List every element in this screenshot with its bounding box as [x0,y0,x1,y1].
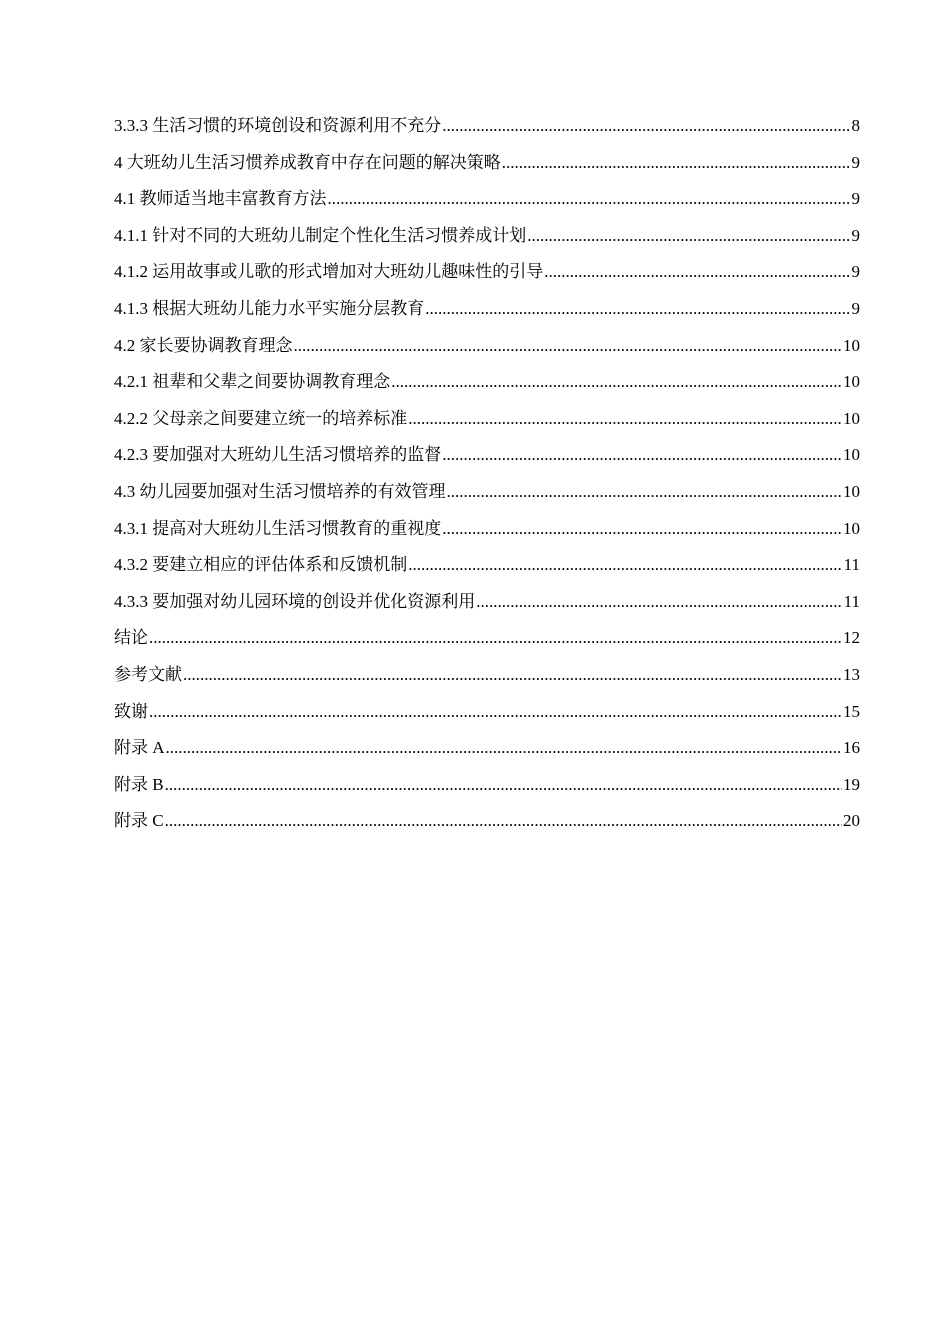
toc-entry-3-3-3 [114,108,860,145]
toc-entry-title: 4.3 幼儿园要加强对生活习惯培养的有效管理 [114,481,446,501]
toc-leader-dots [166,730,842,767]
toc-entry-4-3-3 [114,584,860,621]
toc-entry-page: 20 [843,811,860,831]
toc-entry-page: 9 [851,298,860,318]
table-of-contents [114,108,860,840]
toc-entry-appendix-a [114,730,860,767]
toc-entry-page: 10 [843,335,860,355]
toc-entry-page: 15 [843,701,860,721]
toc-leader-dots [408,401,842,438]
toc-entry-page: 11 [843,555,860,575]
toc-entry-4-2-3 [114,437,860,474]
toc-entry-title: 4.1.2 运用故事或儿歌的形式增加对大班幼儿趣味性的引导 [114,262,544,282]
toc-entry-title: 4.2.2 父母亲之间要建立统一的培养标准 [114,408,408,428]
toc-entry-title: 4.1.1 针对不同的大班幼儿制定个性化生活习惯养成计划 [114,225,527,245]
toc-leader-dots [408,547,842,584]
toc-leader-dots [447,474,843,511]
toc-entry-title: 致谢 [114,701,148,721]
toc-leader-dots [165,803,842,840]
toc-entry-4-1-3 [114,291,860,328]
toc-entry-title: 4.1.3 根据大班幼儿能力水平实施分层教育 [114,298,425,318]
toc-entry-4-2 [114,328,860,365]
toc-entry-4-2-1 [114,364,860,401]
toc-entry-title: 4.2.3 要加强对大班幼儿生活习惯培养的监督 [114,445,442,465]
toc-entry-title: 4 大班幼儿生活习惯养成教育中存在问题的解决策略 [114,152,501,172]
toc-leader-dots [149,620,842,657]
toc-entry-title: 结论 [114,628,148,648]
toc-leader-dots [442,437,842,474]
toc-entry-page: 10 [843,372,860,392]
toc-entry-appendix-c [114,803,860,840]
toc-entry-page: 10 [843,445,860,465]
toc-entry-4-3-2 [114,547,860,584]
toc-entry-references [114,657,860,694]
toc-entry-title: 4.3.1 提高对大班幼儿生活习惯教育的重视度 [114,518,442,538]
toc-entry-page: 10 [843,481,860,501]
toc-entry-title: 3.3.3 生活习惯的环境创设和资源利用不充分 [114,116,442,135]
toc-entry-title: 附录 B [114,774,164,794]
toc-entry-4-1 [114,181,860,218]
toc-entry-title: 附录 A [114,738,165,758]
toc-entry-title: 4.2.1 祖辈和父辈之间要协调教育理念 [114,372,391,392]
toc-entry-conclusion [114,620,860,657]
toc-leader-dots [476,584,842,621]
toc-entry-page: 19 [843,774,860,794]
toc-entry-page: 8 [851,116,860,135]
toc-entry-page: 10 [843,408,860,428]
toc-entry-title: 4.1 教师适当地丰富教育方法 [114,189,327,209]
toc-entry-page: 9 [851,152,860,172]
toc-leader-dots [527,218,850,255]
toc-leader-dots [149,694,842,731]
toc-entry-4-2-2 [114,401,860,438]
toc-entry-4 [114,145,860,182]
toc-entry-appendix-b [114,767,860,804]
toc-leader-dots [294,328,843,365]
toc-leader-dots [328,181,851,218]
toc-entry-title: 参考文献 [114,664,182,684]
toc-entry-title: 附录 C [114,811,164,831]
toc-leader-dots [391,364,842,401]
toc-entry-page: 16 [843,738,860,758]
toc-leader-dots [502,145,851,182]
toc-leader-dots [544,254,850,291]
toc-entry-page: 9 [851,189,860,209]
toc-entry-title: 4.3.3 要加强对幼儿园环境的创设并优化资源利用 [114,591,476,611]
toc-entry-4-3 [114,474,860,511]
toc-entry-title: 4.2 家长要协调教育理念 [114,335,293,355]
toc-leader-dots [442,511,842,548]
toc-entry-page: 9 [851,262,860,282]
toc-leader-dots [425,291,850,328]
toc-entry-4-1-1 [114,218,860,255]
toc-entry-4-1-2 [114,254,860,291]
toc-entry-page: 11 [843,591,860,611]
toc-leader-dots [183,657,842,694]
toc-entry-page: 13 [843,664,860,684]
toc-entry-title: 4.3.2 要建立相应的评估体系和反馈机制 [114,555,408,575]
toc-entry-page: 12 [843,628,860,648]
toc-entry-4-3-1 [114,511,860,548]
toc-leader-dots [165,767,842,804]
toc-entry-acknowledgements [114,694,860,731]
toc-entry-page: 10 [843,518,860,538]
toc-leader-dots [442,108,850,145]
toc-entry-page: 9 [851,225,860,245]
